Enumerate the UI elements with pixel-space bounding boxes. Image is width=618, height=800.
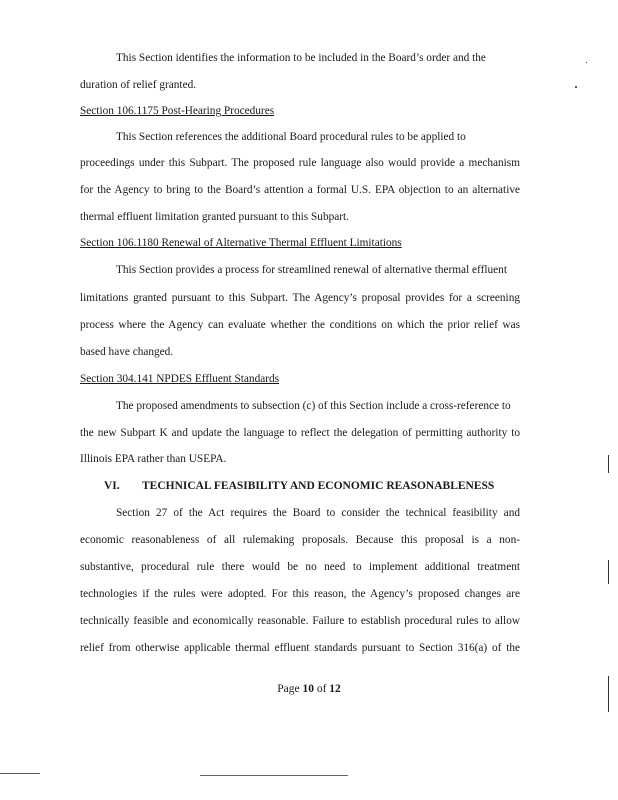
body-line: This Section provides a process for streamlined renewal of alternative thermal effluent xyxy=(116,264,507,276)
page-footer xyxy=(0,683,618,695)
margin-mark xyxy=(608,676,609,712)
section-heading-106-1175: Section 106.1175 Post-Hearing Procedures xyxy=(80,105,275,117)
footer-middle: of xyxy=(313,683,330,695)
bottom-scan-rule xyxy=(200,775,348,776)
bottom-scan-rule xyxy=(0,773,40,774)
footer-page-total: 12 xyxy=(329,683,341,695)
body-line: based have changed. xyxy=(80,346,174,358)
body-line: thermal effluent limitation granted pursuant to this Subpart. xyxy=(80,211,349,223)
section-heading-vi xyxy=(104,479,524,493)
body-line: proceedings under this Subpart. The proposed rule language also would provide a mechanism xyxy=(80,157,520,169)
body-line: technically feasible and economically reasonable. Failure to establish procedural rules to allow xyxy=(80,615,520,627)
footer-page-number: 10 xyxy=(302,683,314,695)
section-heading-106-1180: Section 106.1180 Renewal of Alternative Thermal Effluent Limitations xyxy=(80,237,402,249)
body-line: for the Agency to bring to the Board’s attention a formal U.S. EPA objection to an alternative xyxy=(80,184,520,196)
body-line: limitations granted pursuant to this Subpart. The Agency’s proposal provides for a screening xyxy=(80,292,520,304)
margin-mark xyxy=(608,560,609,584)
body-line: relief from otherwise applicable thermal effluent standards pursuant to Section 316(a) of the xyxy=(80,642,520,654)
body-line: economic reasonableness of all rulemaking proposals. Because this proposal is a non- xyxy=(80,534,520,546)
body-line: the new Subpart K and update the language to reflect the delegation of permitting authority to xyxy=(80,427,520,439)
heading-number: VI. xyxy=(104,480,120,492)
body-line: This Section references the additional Board procedural rules to be applied to xyxy=(116,131,466,143)
body-line: Section 27 of the Act requires the Board to consider the technical feasibility and xyxy=(116,507,520,519)
body-line: Illinois EPA rather than USEPA. xyxy=(80,453,227,465)
section-heading-304-141: Section 304.141 NPDES Effluent Standards xyxy=(80,373,280,385)
body-line: The proposed amendments to subsection (c) of this Section include a cross-reference to xyxy=(116,400,511,412)
footer-prefix: Page xyxy=(277,683,303,695)
margin-mark xyxy=(608,455,609,473)
heading-text: TECHNICAL FEASIBILITY AND ECONOMIC REASONABLENESS xyxy=(142,480,495,492)
scan-speck xyxy=(575,86,577,88)
body-line: This Section identifies the information to be included in the Board’s order and the xyxy=(116,52,486,64)
body-line: duration of relief granted. xyxy=(80,79,197,91)
body-line: substantive, procedural rule there would be no need to implement additional treatment xyxy=(80,561,520,573)
body-line: process where the Agency can evaluate whether the conditions on which the prior relief was xyxy=(80,319,520,331)
body-line: technologies if the rules were adopted. For this reason, the Agency’s proposed changes are xyxy=(80,588,520,600)
scan-speck xyxy=(586,62,587,63)
